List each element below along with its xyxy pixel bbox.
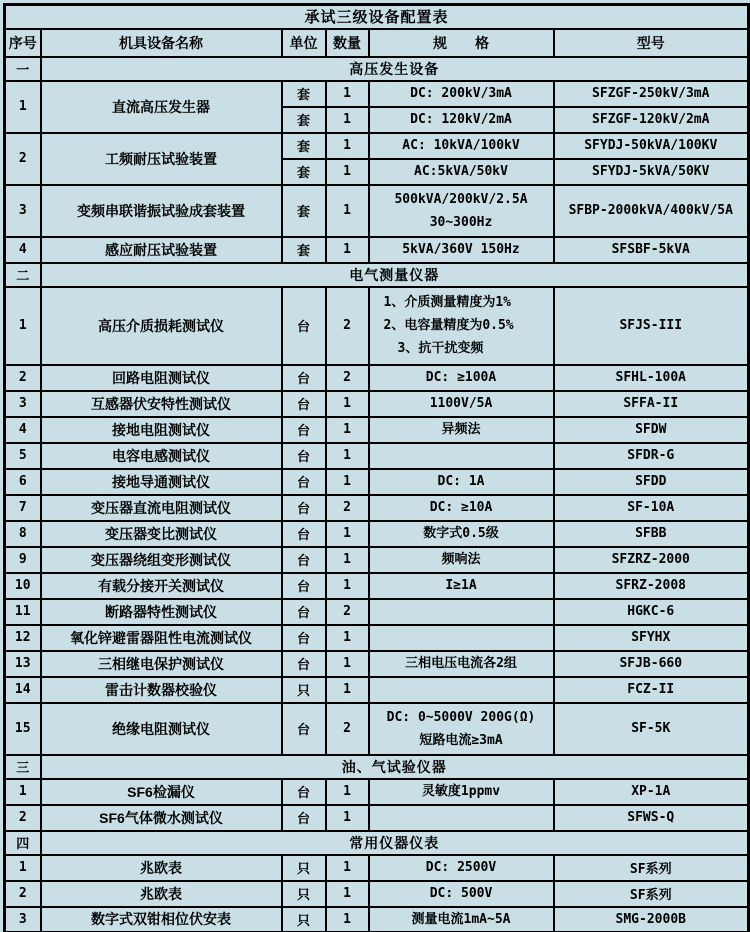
item-name-cell: 雷击计数器校验仪	[41, 677, 282, 703]
spec-cell	[369, 159, 554, 185]
quantity-cell: 1	[326, 185, 369, 237]
spec-line: 1、介质测量精度为1%	[383, 295, 511, 310]
section-title: 高压发生设备	[41, 57, 749, 81]
quantity-cell: 1	[326, 521, 369, 547]
spec-cell	[369, 805, 554, 831]
table-row	[5, 443, 749, 469]
quantity-cell: 1	[326, 443, 369, 469]
model-cell: SFZRZ-2000	[554, 547, 749, 573]
unit-cell: 只	[282, 855, 326, 881]
unit-cell: 套	[282, 81, 326, 107]
quantity-cell: 1	[326, 391, 369, 417]
item-number-cell: 1	[5, 81, 41, 133]
table-row	[5, 677, 749, 703]
quantity-cell: 2	[326, 365, 369, 391]
spec-cell	[369, 81, 554, 107]
model-cell: SFDD	[554, 469, 749, 495]
model-cell: SFJB-660	[554, 651, 749, 677]
spec-line: 异频法	[441, 422, 481, 437]
quantity-cell: 2	[326, 703, 369, 755]
model-cell: SFYDJ-5kVA/50KV	[554, 159, 749, 185]
header-spec: 规 格	[369, 29, 554, 57]
item-number-cell: 1	[5, 855, 41, 881]
table-title-row	[5, 5, 749, 29]
model-cell: SMG-2000B	[554, 907, 749, 932]
model-cell: SFFA-II	[554, 391, 749, 417]
item-name-cell: 电容电感测试仪	[41, 443, 282, 469]
spec-cell	[369, 107, 554, 133]
item-number-cell: 7	[5, 495, 41, 521]
section-title: 常用仪器仪表	[41, 831, 749, 855]
spec-cell	[369, 365, 554, 391]
unit-cell: 台	[282, 521, 326, 547]
spec-line: 5kVA/360V 150Hz	[402, 242, 520, 257]
table-row	[5, 651, 749, 677]
item-name-cell: 变压器变比测试仪	[41, 521, 282, 547]
quantity-cell: 1	[326, 81, 369, 107]
header-qty: 数量	[326, 29, 369, 57]
spec-cell	[369, 391, 554, 417]
table-row	[5, 547, 749, 573]
table-row	[5, 469, 749, 495]
model-cell: SFRZ-2008	[554, 573, 749, 599]
model-cell: SFDR-G	[554, 443, 749, 469]
unit-cell: 台	[282, 443, 326, 469]
spec-cell	[369, 651, 554, 677]
unit-cell: 台	[282, 469, 326, 495]
model-cell: SF-10A	[554, 495, 749, 521]
quantity-cell: 2	[326, 495, 369, 521]
item-number-cell: 3	[5, 907, 41, 932]
unit-cell: 只	[282, 881, 326, 907]
spec-cell	[369, 547, 554, 573]
spec-line: DC: ≥10A	[429, 500, 493, 515]
quantity-cell: 2	[326, 599, 369, 625]
item-number-cell: 4	[5, 417, 41, 443]
equipment-table	[3, 3, 750, 932]
model-cell: XP-1A	[554, 779, 749, 805]
unit-cell: 台	[282, 287, 326, 365]
item-name-cell: 变频串联谐振试验成套装置	[41, 185, 282, 237]
model-cell: SF系列	[554, 855, 749, 881]
table-row	[5, 625, 749, 651]
unit-cell: 台	[282, 599, 326, 625]
table-row	[5, 907, 749, 932]
header-unit: 单位	[282, 29, 326, 57]
table-row	[5, 881, 749, 907]
model-cell: SFYDJ-50kVA/100KV	[554, 133, 749, 159]
spec-line: AC: 10kVA/100kV	[402, 138, 520, 153]
quantity-cell: 1	[326, 855, 369, 881]
section-number: 四	[5, 831, 41, 855]
spec-line: 三相电压电流各2组	[405, 656, 517, 671]
spec-cell	[369, 881, 554, 907]
spec-line: DC: 0~5000V 200G(Ω)	[386, 709, 536, 725]
section-row	[5, 831, 749, 855]
table-row	[5, 521, 749, 547]
quantity-cell: 1	[326, 159, 369, 185]
model-cell: SFDW	[554, 417, 749, 443]
unit-cell: 台	[282, 417, 326, 443]
spec-line: I≥1A	[445, 578, 477, 593]
section-number: 一	[5, 57, 41, 81]
spec-line: 500kVA/200kV/2.5A	[394, 191, 528, 207]
unit-cell: 台	[282, 365, 326, 391]
item-number-cell: 2	[5, 805, 41, 831]
unit-cell: 台	[282, 651, 326, 677]
item-name-cell: 回路电阻测试仪	[41, 365, 282, 391]
spec-cell	[369, 495, 554, 521]
item-number-cell: 1	[5, 287, 41, 365]
header-model: 型号	[554, 29, 749, 57]
section-number: 三	[5, 755, 41, 779]
quantity-cell: 1	[326, 107, 369, 133]
item-number-cell: 14	[5, 677, 41, 703]
spec-line: 30~300Hz	[429, 214, 493, 230]
table-row	[5, 365, 749, 391]
quantity-cell: 1	[326, 677, 369, 703]
spec-cell	[369, 287, 554, 365]
unit-cell: 套	[282, 237, 326, 263]
model-cell: SFJS-III	[554, 287, 749, 365]
item-name-cell: 兆欧表	[41, 881, 282, 907]
unit-cell: 台	[282, 805, 326, 831]
item-name-cell: 氧化锌避雷器阻性电流测试仪	[41, 625, 282, 651]
item-name-cell: 断路器特性测试仪	[41, 599, 282, 625]
quantity-cell: 1	[326, 573, 369, 599]
unit-cell: 台	[282, 779, 326, 805]
item-name-cell: 有载分接开关测试仪	[41, 573, 282, 599]
spec-line: DC: ≥100A	[425, 370, 497, 385]
model-cell: FCZ-II	[554, 677, 749, 703]
spec-line: 灵敏度1ppmv	[421, 784, 501, 799]
table-row	[5, 779, 749, 805]
equipment-table-body	[5, 57, 749, 932]
quantity-cell: 1	[326, 133, 369, 159]
quantity-cell: 1	[326, 417, 369, 443]
model-cell: SFWS-Q	[554, 805, 749, 831]
table-row	[5, 805, 749, 831]
table-row	[5, 599, 749, 625]
item-name-cell: 直流高压发生器	[41, 81, 282, 133]
table-row	[5, 495, 749, 521]
table-header-row	[5, 29, 749, 57]
item-number-cell: 4	[5, 237, 41, 263]
unit-cell: 只	[282, 677, 326, 703]
table-row	[5, 391, 749, 417]
quantity-cell: 1	[326, 779, 369, 805]
model-cell: HGKC-6	[554, 599, 749, 625]
spec-line: DC: 200kV/3mA	[410, 86, 512, 101]
item-name-cell: 变压器绕组变形测试仪	[41, 547, 282, 573]
item-name-cell: SF6气体微水测试仪	[41, 805, 282, 831]
model-cell: SF-5K	[554, 703, 749, 755]
item-number-cell: 2	[5, 133, 41, 185]
spec-line: AC:5kVA/50kV	[414, 164, 508, 179]
item-number-cell: 13	[5, 651, 41, 677]
unit-cell: 台	[282, 573, 326, 599]
item-number-cell: 3	[5, 185, 41, 237]
section-number: 二	[5, 263, 41, 287]
section-row	[5, 263, 749, 287]
unit-cell: 台	[282, 547, 326, 573]
spec-line: 短路电流≥3mA	[419, 732, 503, 748]
quantity-cell: 1	[326, 469, 369, 495]
item-name-cell: SF6检漏仪	[41, 779, 282, 805]
spec-cell	[369, 417, 554, 443]
table-row	[5, 417, 749, 443]
spec-line: 测量电流1mA~5A	[411, 911, 511, 927]
item-number-cell: 2	[5, 365, 41, 391]
quantity-cell: 1	[326, 625, 369, 651]
model-cell: SFYHX	[554, 625, 749, 651]
item-number-cell: 15	[5, 703, 41, 755]
item-number-cell: 1	[5, 779, 41, 805]
item-name-cell: 互感器伏安特性测试仪	[41, 391, 282, 417]
section-title: 电气测量仪器	[41, 263, 749, 287]
unit-cell: 台	[282, 391, 326, 417]
item-name-cell: 工频耐压试验装置	[41, 133, 282, 185]
item-number-cell: 2	[5, 881, 41, 907]
spec-line: 频响法	[441, 552, 481, 567]
quantity-cell: 1	[326, 547, 369, 573]
item-number-cell: 10	[5, 573, 41, 599]
item-name-cell: 兆欧表	[41, 855, 282, 881]
spec-line: DC: 500V	[429, 886, 493, 901]
item-name-cell: 接地导通测试仪	[41, 469, 282, 495]
unit-cell: 套	[282, 133, 326, 159]
item-name-cell: 三相继电保护测试仪	[41, 651, 282, 677]
unit-cell: 套	[282, 185, 326, 237]
spec-cell	[369, 185, 554, 237]
model-cell: SFBB	[554, 521, 749, 547]
table-row	[5, 573, 749, 599]
spec-cell	[369, 677, 554, 703]
spec-cell	[369, 907, 554, 932]
item-name-cell: 高压介质损耗测试仪	[41, 287, 282, 365]
quantity-cell: 1	[326, 237, 369, 263]
table-row	[5, 287, 749, 365]
spec-cell	[369, 599, 554, 625]
spec-cell	[369, 855, 554, 881]
quantity-cell: 1	[326, 907, 369, 932]
item-name-cell: 绝缘电阻测试仪	[41, 703, 282, 755]
model-cell: SFZGF-120kV/2mA	[554, 107, 749, 133]
section-title: 油、气试验仪器	[41, 755, 749, 779]
model-cell: SFBP-2000kVA/400kV/5A	[554, 185, 749, 237]
quantity-cell: 1	[326, 805, 369, 831]
quantity-cell: 1	[326, 651, 369, 677]
unit-cell: 套	[282, 159, 326, 185]
unit-cell: 套	[282, 107, 326, 133]
unit-cell: 只	[282, 907, 326, 932]
item-name-cell: 数字式双钳相位伏安表	[41, 907, 282, 932]
spec-line: 2、电容量精度为0.5%	[383, 318, 514, 333]
spec-cell	[369, 779, 554, 805]
spec-cell	[369, 625, 554, 651]
spec-cell	[369, 443, 554, 469]
spec-cell	[369, 573, 554, 599]
model-cell: SFSBF-5kVA	[554, 237, 749, 263]
item-name-cell: 接地电阻测试仪	[41, 417, 282, 443]
table-row	[5, 237, 749, 263]
table-row	[5, 703, 749, 755]
item-number-cell: 3	[5, 391, 41, 417]
model-cell: SF系列	[554, 881, 749, 907]
spec-line: DC: 2500V	[425, 860, 497, 875]
item-number-cell: 9	[5, 547, 41, 573]
item-number-cell: 12	[5, 625, 41, 651]
section-row	[5, 57, 749, 81]
spec-line: 数字式0.5级	[423, 526, 499, 541]
spec-cell	[369, 703, 554, 755]
spec-line: DC: 1A	[437, 474, 485, 489]
spec-cell	[369, 237, 554, 263]
item-number-cell: 6	[5, 469, 41, 495]
table-row	[5, 185, 749, 237]
table-row	[5, 133, 749, 159]
unit-cell: 台	[282, 495, 326, 521]
item-number-cell: 5	[5, 443, 41, 469]
quantity-cell: 1	[326, 881, 369, 907]
model-cell: SFZGF-250kV/3mA	[554, 81, 749, 107]
item-name-cell: 变压器直流电阻测试仪	[41, 495, 282, 521]
header-no: 序号	[5, 29, 41, 57]
spec-cell	[369, 469, 554, 495]
spec-line: DC: 120kV/2mA	[410, 112, 512, 127]
header-name: 机具设备名称	[41, 29, 282, 57]
item-name-cell: 感应耐压试验装置	[41, 237, 282, 263]
unit-cell: 台	[282, 703, 326, 755]
table-title: 承试三级设备配置表	[5, 5, 749, 29]
spec-line: 1100V/5A	[429, 396, 493, 411]
item-number-cell: 11	[5, 599, 41, 625]
section-row	[5, 755, 749, 779]
spec-cell	[369, 521, 554, 547]
spec-line: 3、抗干扰变频	[397, 341, 484, 356]
unit-cell: 台	[282, 625, 326, 651]
item-number-cell: 8	[5, 521, 41, 547]
quantity-cell: 2	[326, 287, 369, 365]
table-row	[5, 81, 749, 107]
table-row	[5, 855, 749, 881]
spec-cell	[369, 133, 554, 159]
model-cell: SFHL-100A	[554, 365, 749, 391]
